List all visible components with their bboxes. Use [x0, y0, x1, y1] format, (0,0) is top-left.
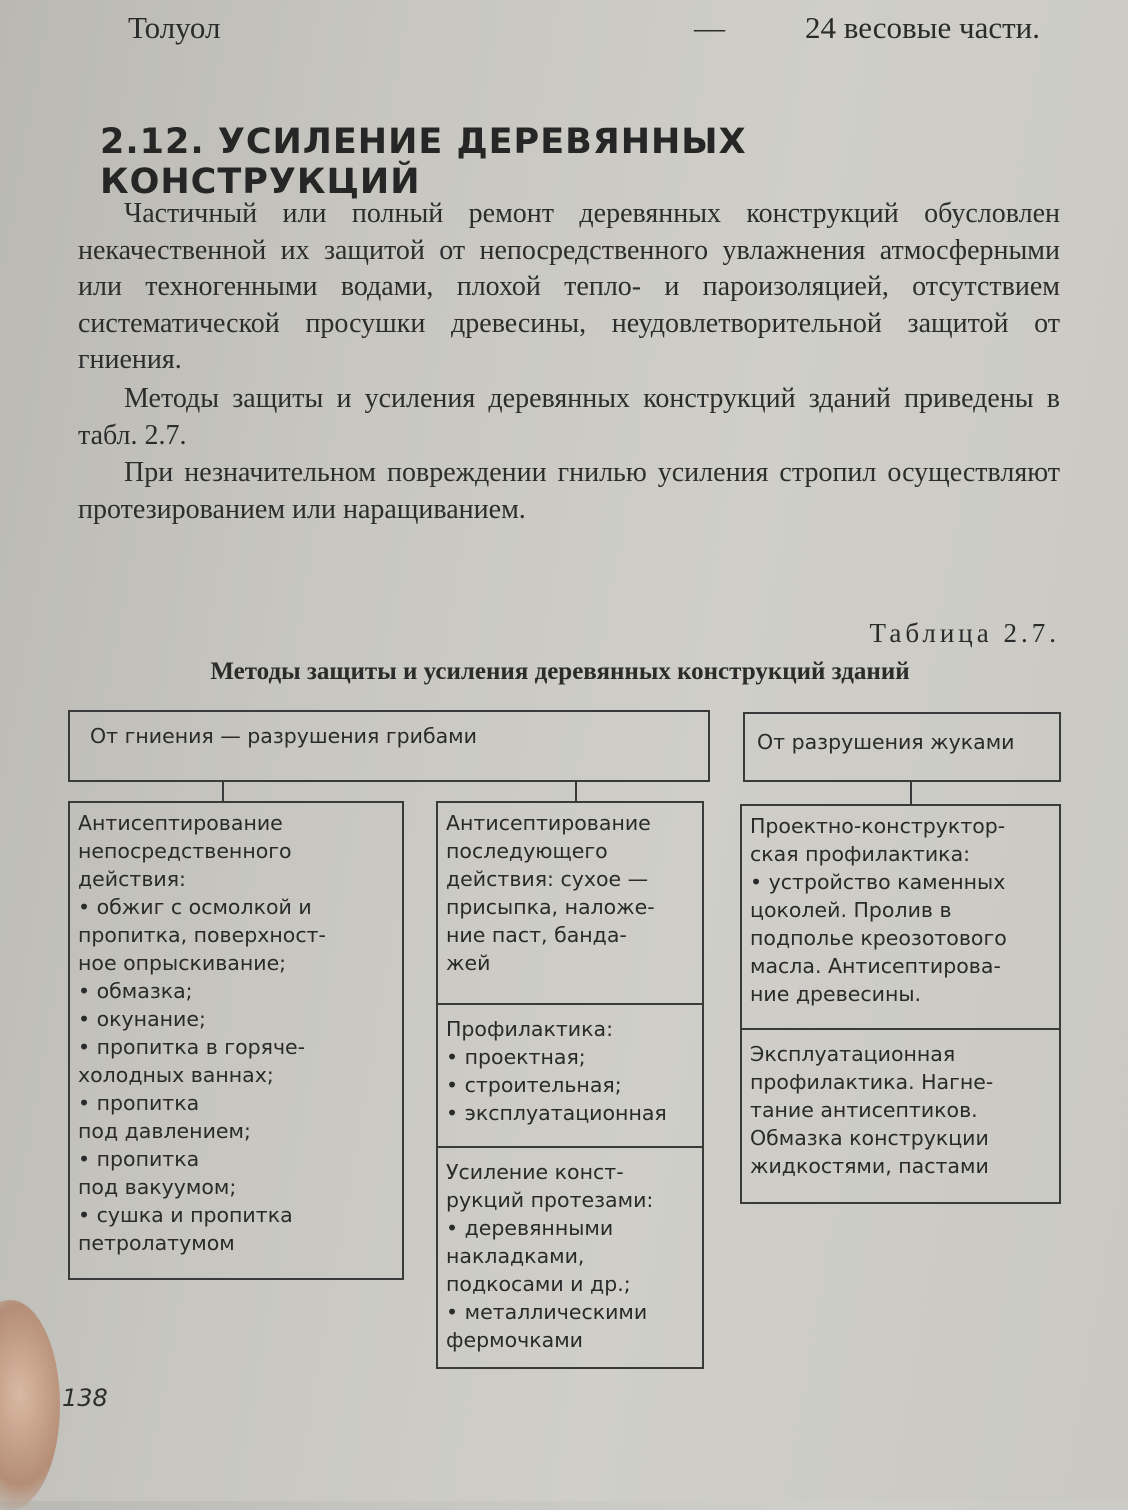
col2-divider-1	[438, 1003, 702, 1005]
header-box-left	[68, 710, 710, 782]
connector-col2	[575, 782, 577, 802]
top-line-value: 24 весовые части.	[805, 10, 1040, 45]
section-heading: 2.12. УСИЛЕНИЕ ДЕРЕВЯННЫХ КОНСТРУКЦИЙ	[100, 122, 747, 202]
header-right-text: От разрушения жуками	[757, 730, 1015, 754]
col1-text: Антисептирование непосредственного действия: • обжиг с осмолкой и пропитка, поверхност- ное опрыскивание; • обмазка; • окунание; • пропитка в горяче- холодных ваннах; • пропитка под давлением; • пропитка под вакуумом; • сушка и пропитка петролатумом	[78, 811, 326, 1255]
paragraph-2: Методы защиты и усиления деревянных конструкций зданий приведены в табл. 2.7.	[78, 383, 1060, 451]
top-line	[128, 10, 1040, 54]
header-left-text: От гниения — разрушения грибами	[90, 724, 477, 748]
col3-a-text: Проектно-конструктор- ская профилактика: • устройство каменных цоколей. Пролив в подполье креозотового масла. Антисептирова- ние древесины.	[750, 814, 1007, 1006]
top-line-name: Толуол	[128, 10, 221, 45]
finger-shadow	[0, 1300, 60, 1510]
col1-box	[68, 801, 404, 1280]
page-number: 138	[62, 1384, 108, 1412]
connector-col3	[910, 782, 912, 804]
header-box-right	[743, 712, 1061, 782]
col3-box	[740, 804, 1061, 1204]
paragraph-1: Частичный или полный ремонт деревянных конструкций обусловлен некачественной их защитой от непосредственного увлажнения атмосферными или техногенными водами, плохой тепло- и пароизоляцией, отсутствием систематической просушки древесины, неудовлетворительной защитой от гниения.	[78, 198, 1060, 375]
top-line-dash: —	[694, 10, 725, 45]
col2-a-text: Антисептирование последующего действия: сухое — присыпка, наложе- ние паст, банда- жей	[446, 811, 655, 975]
col2-box	[436, 801, 704, 1369]
table-caption: Методы защиты и усиления деревянных конструкций зданий	[210, 658, 910, 685]
col3-b-text: Эксплуатационная профилактика. Нагне- тание антисептиков. Обмазка конструкции жидкостями, пастами	[750, 1042, 994, 1178]
table-label: Таблица 2.7.	[869, 618, 1060, 648]
col3-divider	[742, 1028, 1059, 1030]
paragraph-3: При незначительном повреждении гнилью усиления стропил осуществляют протезированием или наращиванием.	[78, 457, 1060, 525]
col2-divider-2	[438, 1146, 702, 1148]
col2-b-text: Профилактика: • проектная; • строительная; • эксплуатационная	[446, 1017, 667, 1125]
connector-col1	[222, 782, 224, 802]
col2-c-text: Усиление конст- рукций протезами: • деревянными накладками, подкосами и др.; • металлическими фермочками	[446, 1160, 654, 1352]
